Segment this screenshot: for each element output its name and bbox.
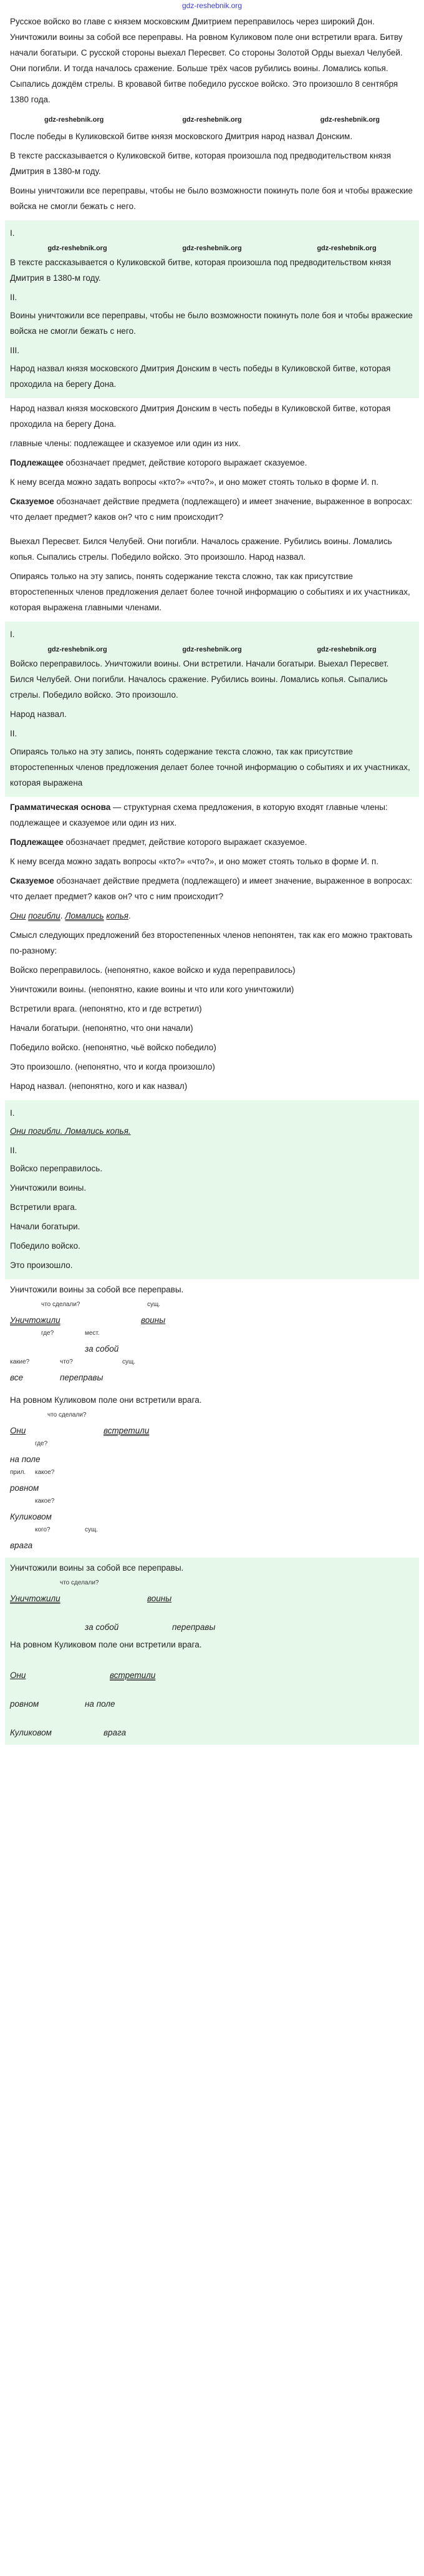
watermark: gdz-reshebnik.org [317,646,377,653]
theory-block [5,398,419,531]
parse-row [10,1685,414,1714]
pos-label: сущ. [147,1301,161,1308]
ambiguous-item: Это произошло. (непонятно, что и когда произошло) [10,1062,215,1071]
answer-block-5 [5,1558,419,1745]
parse-row [10,1469,414,1498]
parse-row [10,1412,414,1440]
parse-block-2 [5,1390,419,1558]
short-text-block [5,531,419,622]
word: все [10,1373,24,1382]
main-members: главные члены: подлежащее и сказуемое или один из них. [10,439,241,448]
answer-paragraph: Народ назвал князя московского Дмитрия Донским в честь победы в Куликовской битве, которая проходила на берегу Дона. [10,364,391,389]
watermark-row [10,645,414,655]
source-paragraph: Русское войско во главе с князем московским Дмитрием переправилось через широкий Дон. Уничтожили воины за собой все переправы. На ровном Куликовом поле они встретили врага. Битву начали богатыри. С русской стороны выехал Пересвет. Со стороны Золотой Орды выехал Челубей. Они погибли. И тогда началось сражение. Больше трёх часов рубились воины. Ломались копья. Сыпались дождём стрелы. В кровавой битве победило русское войско. Это произошло 8 сентября 1380 года. [10,17,403,104]
parse-row [10,1526,414,1555]
answer-paragraph: Войско переправилось. Уничтожили воины. Они встретили. Начали богатыри. Выехал Пересвет. Бился Челубей. Они погибли. Началось сражение. Рубились воины. Ломались копья. Сыпались стрелы. Победило войско. Это произошло. [10,659,389,700]
roman-numeral: II. [10,729,17,738]
parse-row [10,1579,414,1608]
parse-row [10,1440,414,1469]
ambiguous-item: Войско переправилось. (непонятно, какое войско и куда переправилось) [10,965,296,975]
list-item: Победило войско. [10,1241,80,1251]
pos-label: прил. [10,1469,26,1476]
intro-paragraph: В тексте рассказывается о Куликовской битве, которая произошла под предводительством князя Дмитрия в 1380-м году. [10,151,392,176]
question-label: что? [60,1359,73,1365]
answer-block-4 [5,1100,419,1279]
ambiguous-item: Уничтожили воины. (непонятно, какие воины и что или кого уничтожили) [10,985,294,994]
pos-label: сущ. [85,1526,99,1533]
question-label: какое? [35,1498,55,1505]
list-item: Это произошло. [10,1261,73,1270]
predicate-definition [10,873,414,904]
roman-numeral: III. [10,346,20,355]
roman-numeral: II. [10,293,17,302]
answer-paragraph: В тексте рассказывается о Куликовской битве, которая произошла под предводительством князя Дмитрия в 1380-м году. [10,258,392,283]
watermark-row [5,115,419,125]
list-item: Уничтожили воины. [10,1183,87,1193]
parse-row [10,1498,414,1526]
intro-paragraph: После победы в Куликовской битве князя московского Дмитрия народ назвал Донским. [10,132,353,141]
pos-label: сущ. [122,1359,136,1365]
basis-definition [10,799,414,831]
watermark: gdz-reshebnik.org [320,116,380,124]
question-label: что сделали? [41,1301,80,1308]
term: Подлежащее [10,458,64,467]
subject-question: К нему всегда можно задать вопросы «кто?» «что?», и оно может стоять только в форме И. п. [10,857,378,866]
attribute-word: ровном [10,1483,39,1493]
roman-numeral: I. [10,228,15,238]
adverbial-word: за собой [85,1344,119,1354]
roman-numeral: I. [10,1108,15,1118]
attribute-word: Куликовом [10,1728,52,1737]
definition: обозначает предмет, действие которого выражает сказуемое. [63,458,307,467]
site-header[interactable]: gdz-reshebnik.org [181,1,243,10]
list-item: Войско переправилось. [10,1164,103,1173]
predicate-definition [10,494,414,525]
question-label: где? [35,1440,48,1447]
watermark: gdz-reshebnik.org [182,245,242,252]
adverbial-word: за собой [85,1622,119,1632]
intro-paragraph: Воины уничтожили все переправы, чтобы не было возможности покинуть поле боя и чтобы вражеские войска не смогли бежать с него. [10,186,413,211]
object-word: переправы [172,1622,216,1632]
adverbial-word: на поле [85,1699,115,1709]
meaning-intro: Смысл следующих предложений без второстепенных членов непонятен, так как его можно трактовать по-разному: [10,930,413,955]
parse-row [10,1359,414,1387]
pos-label: мест. [85,1330,100,1337]
ambiguous-item: Начали богатыри. (непонятно, что они начали) [10,1023,193,1033]
question-label: что сделали? [47,1412,87,1418]
watermark: gdz-reshebnik.org [47,245,107,252]
subject-word: воины [147,1594,172,1603]
term: Грамматическая основа [10,803,111,812]
definition: обозначает действие предмета (подлежащего) и имеет значение, выраженное в вопросах: что делает предмет? каков он? что с ним происходит? [10,497,413,522]
subject-word: Они [10,1671,26,1680]
definition: — структурная схема предложения, в которую входят главные члены: подлежащее и сказуемое или один из них. [10,803,388,827]
predicate-word: Ломались [65,911,104,920]
predicate-word: встретили [110,1671,156,1680]
watermark-row [10,243,414,253]
theory-text: Народ назвал князя московского Дмитрия Донским в честь победы в Куликовской битве, которая проходила на берегу Дона. [10,404,391,429]
answer-paragraph: Опираясь только на эту запись, понять содержание текста сложно, так как присутствие второстепенных членов предложения делает более точной информацию о событиях и их участниках, которая выражена [10,747,410,788]
parse-row [10,1608,414,1637]
term: Сказуемое [10,876,54,886]
watermark: gdz-reshebnik.org [317,245,377,252]
subject-question: К нему всегда можно задать вопросы «кто?» «что?», и оно может стоять только в форме И. п. [10,477,378,487]
watermark: gdz-reshebnik.org [182,646,242,653]
object-word: переправы [60,1373,104,1382]
term: Подлежащее [10,837,64,847]
watermark: gdz-reshebnik.org [182,116,242,124]
subject-word: воины [141,1315,166,1325]
question-label: какое? [35,1469,55,1476]
object-word: врага [104,1728,127,1737]
answer-paragraph: Воины уничтожили все переправы, чтобы не было возможности покинуть поле боя и чтобы вражеские войска не смогли бежать с него. [10,311,413,336]
example-sentence: Они погибли. Ломались копья. [10,911,131,920]
attribute-word: Куликовом [10,1512,52,1521]
watermark: gdz-reshebnik.org [44,116,104,124]
parse-sentence: На ровном Куликовом поле они встретили врага. [10,1640,202,1649]
roman-numeral: I. [10,630,15,639]
predicate-word: Уничтожили [10,1594,60,1603]
roman-numeral: II. [10,1146,17,1155]
list-item: Начали богатыри. [10,1222,80,1231]
answer-block-3 [5,622,419,797]
grammar-block [5,797,419,1100]
predicate-word: встретили [104,1426,150,1435]
ambiguous-item: Встретили врага. (непонятно, кто и где встретил) [10,1004,202,1013]
parse-row [10,1330,414,1359]
predicate-word: погибли [28,911,60,920]
subject-word: копья [106,911,129,920]
predicate-word: Уничтожили [10,1315,60,1325]
example-line: Они погибли. Ломались копья. [10,1126,131,1136]
parse-sentence: На ровном Куликовом поле они встретили врага. [10,1395,202,1405]
subject-definition [10,834,414,850]
question-label: где? [41,1330,54,1337]
watermark: gdz-reshebnik.org [47,646,107,653]
attribute-word: ровном [10,1699,39,1709]
ambiguous-item: Народ назвал. (непонятно, кого и как назвал) [10,1081,188,1091]
definition: обозначает предмет, действие которого выражает сказуемое. [63,837,307,847]
subject-word: Они [10,1426,26,1435]
object-word: врага [10,1541,33,1550]
answer-paragraph: Народ назвал. [10,710,67,719]
question-label: какие? [10,1359,30,1365]
short-text: Выехал Пересвет. Бился Челубей. Они погибли. Началось сражение. Рубились воины. Ломались копья. Сыпались стрелы. Победило войско. Это произошло. Народ назвал. [10,537,392,562]
term: Сказуемое [10,497,54,506]
parse-sentence: Уничтожили воины за собой все переправы. [10,1285,184,1294]
explanation: Опираясь только на эту запись, понять содержание текста сложно, так как присутствие второстепенных членов предложения делает более точной информацию о событиях и их участниках, которая выражена главными членами. [10,572,410,612]
definition: обозначает действие предмета (подлежащего) и имеет значение, выраженное в вопросах: что делает предмет? каков он? что с ним происходит? [10,876,413,901]
parse-sentence: Уничтожили воины за собой все переправы. [10,1563,184,1573]
parse-row [10,1656,414,1685]
question-label: что сделали? [60,1579,99,1586]
intro-section [5,126,419,220]
question-label: кого? [35,1526,51,1533]
subject-definition [10,455,414,471]
parse-block-1 [5,1279,419,1390]
parse-row [10,1301,414,1330]
adverbial-word: на поле [10,1455,41,1464]
ambiguous-item: Победило войско. (непонятно, чьё войско победило) [10,1043,216,1052]
source-text [5,11,419,114]
answer-block-1 [5,220,419,398]
parse-row [10,1714,414,1742]
subject-word: Они [10,911,26,920]
list-item: Встретили врага. [10,1203,77,1212]
